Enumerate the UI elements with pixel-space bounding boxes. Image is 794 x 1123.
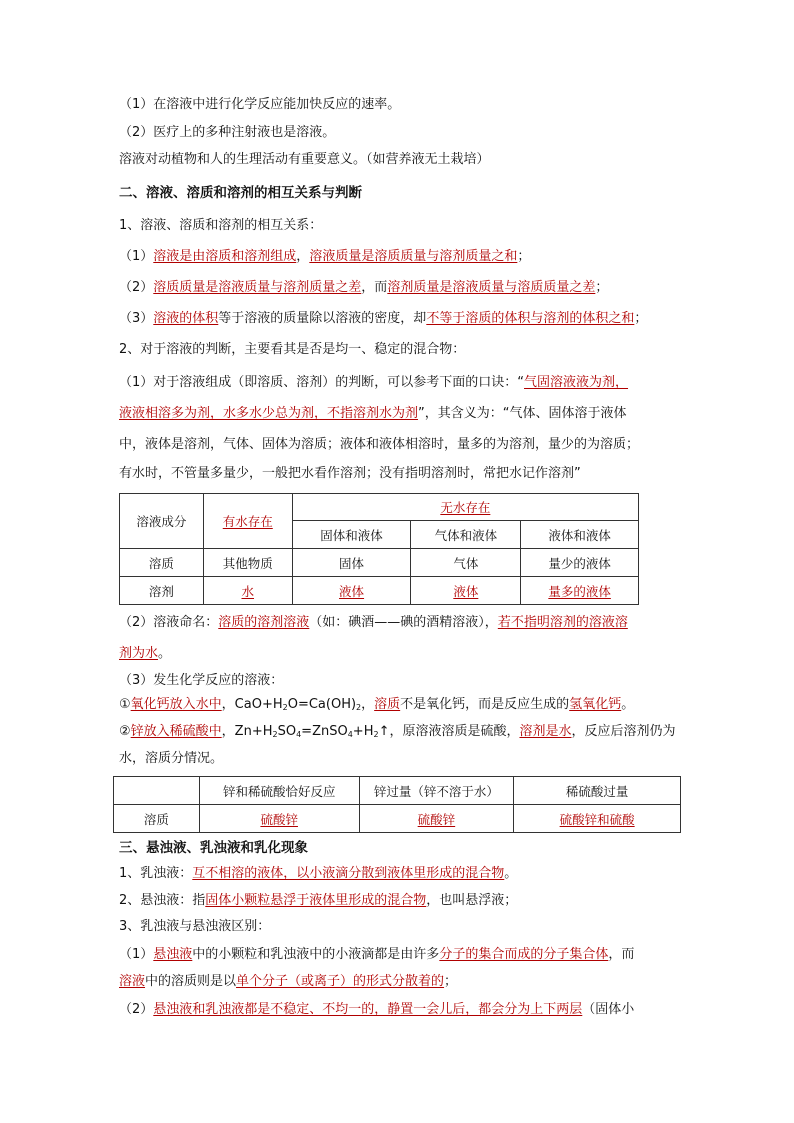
mnemonic-line-3: 中，液体是溶剂，气体、固体为溶质；液体和液体相溶时，量多的为溶剂，量少的为溶质； [119, 437, 640, 452]
reaction-line-2 [119, 723, 676, 744]
text: ② [119, 724, 131, 739]
reaction-heading: （3）发生化学反应的溶液： [119, 673, 284, 688]
cell-text: 硫酸锌 [260, 811, 298, 827]
paragraph-p2: （2）医疗上的多种注射液也是溶液。 [119, 125, 336, 140]
highlight: 溶剂质量是溶液质量与溶质质量之差 [387, 280, 596, 295]
highlight: 单个分子（或离子）的形式分散着的 [236, 974, 445, 989]
highlight: 溶质的溶剂溶液 [218, 615, 310, 630]
text: 不是氧化钙，而是反应生成的 [400, 697, 570, 712]
text: =ZnSO [301, 724, 348, 739]
empty-corner [114, 777, 200, 805]
text: ； [444, 974, 458, 989]
naming-line-1 [119, 614, 628, 632]
text: 等于溶液的质量除以溶液的密度，却 [218, 311, 427, 326]
highlight: 气固溶液液为剂， [524, 375, 629, 390]
highlight: 溶液质量是溶质质量与溶剂质量之和 [309, 249, 518, 264]
text: 中的溶质则是以 [145, 974, 237, 989]
text: 。 [504, 866, 518, 881]
text: （2） [119, 280, 154, 295]
subscript: 2 [282, 703, 288, 712]
text: +H [352, 724, 374, 739]
subheading-1: 1、溶液、溶质和溶剂的相互关系： [119, 218, 323, 233]
difference-line-3 [119, 1001, 634, 1019]
table-cell [521, 577, 639, 605]
emulsion-line [119, 865, 517, 883]
highlight: 氧化钙放入水中 [130, 697, 222, 712]
section-heading-3: 三、悬浊液、乳浊液和乳化现象 [119, 840, 308, 856]
mnemonic-line-2 [119, 405, 627, 423]
text: ”，其含义为：“气体、固体溶于液体 [418, 406, 627, 421]
text: ，CaO+H [221, 697, 283, 712]
text: 。 [158, 646, 172, 661]
cell-text: 硫酸锌和硫酸 [559, 811, 635, 827]
text: （如：碘酒——碘的酒精溶液）， [309, 615, 498, 630]
header-no-water [292, 494, 638, 521]
header-no-water-text: 无水存在 [440, 500, 491, 515]
text: 中的小颗粒和乳浊液中的小液滴都是由许多 [192, 947, 440, 962]
text: ， [296, 249, 310, 264]
table-cell [514, 805, 681, 833]
text: ，反应后溶剂仍为 [571, 724, 676, 739]
text: （2）溶液命名： [119, 615, 219, 630]
highlight: 溶液的体积 [153, 311, 219, 326]
suspension-line [119, 892, 517, 910]
cell-text: 量多的液体 [548, 583, 611, 599]
text: （1） [119, 947, 154, 962]
text: （1） [119, 249, 154, 264]
mnemonic-line-1 [119, 374, 628, 392]
highlight: 不等于溶质的体积与溶剂的体积之和 [426, 311, 635, 326]
table-cell: 其他物质 [203, 549, 292, 577]
subscript: 4 [347, 730, 353, 739]
text: ，Zn+H [221, 724, 273, 739]
zinc-reaction-table [113, 776, 681, 833]
cell-text: 液体 [339, 583, 365, 599]
text: O=Ca(OH) [287, 697, 357, 712]
relation-line-3 [119, 310, 647, 328]
table-cell [203, 577, 292, 605]
subheader: 液体和液体 [521, 521, 639, 549]
row-label-solvent: 溶剂 [120, 577, 204, 605]
highlight: 悬浊液 [153, 947, 193, 962]
table-cell [411, 577, 521, 605]
text: ，而 [361, 280, 388, 295]
difference-heading: 3、乳浊液与悬浊液区别： [119, 919, 271, 934]
text: （1）对于溶液组成（即溶质、溶剂）的判断，可以参考下面的口诀：“ [119, 375, 525, 390]
reaction-line-1 [119, 696, 634, 717]
highlight: 液液相溶多为剂，水多水少总为剂，不指溶剂水为剂 [119, 406, 419, 421]
text: ，而 [608, 947, 635, 962]
table-cell [359, 805, 514, 833]
highlight: 溶液 [119, 974, 146, 989]
header-components: 溶液成分 [120, 494, 204, 549]
relation-line-2 [119, 279, 608, 297]
highlight: 悬浊液和乳浊液都是不稳定、不均一的，静置一会儿后，都会分为上下两层 [153, 1002, 583, 1017]
text: ， [361, 697, 375, 712]
subheading-2: 2、对于溶液的判断，主要看其是否是均一、稳定的混合物： [119, 342, 466, 357]
reaction-line-3: 水，溶质分情况。 [119, 751, 224, 766]
difference-line-1 [119, 946, 634, 964]
relation-line-1 [119, 248, 530, 266]
text: 。 [621, 697, 635, 712]
subscript: 2 [356, 703, 362, 712]
text: 2、悬浊液：指 [119, 893, 206, 908]
mnemonic-line-4: 有水时，不管量多量少，一般把水看作溶剂；没有指明溶剂时，常把水记作溶剂” [119, 466, 581, 481]
row-label-solute: 溶质 [114, 805, 200, 833]
table-cell [199, 805, 359, 833]
highlight: 溶剂是水 [519, 724, 572, 739]
highlight: 分子的集合而成的分子集合体 [439, 947, 609, 962]
text: SO [277, 724, 297, 739]
header-with-water [203, 494, 292, 549]
cell-text: 水 [241, 583, 255, 599]
highlight: 氢氧化钙 [569, 697, 622, 712]
subheader: 气体和液体 [411, 521, 521, 549]
text: ； [634, 311, 648, 326]
difference-line-2 [119, 973, 457, 991]
text: ，也叫悬浮液； [426, 893, 518, 908]
cell-text: 液体 [453, 583, 479, 599]
text: （2） [119, 1002, 154, 1017]
header-with-water-text: 有水存在 [222, 514, 273, 529]
text: ① [119, 697, 131, 712]
table-cell: 固体 [292, 549, 411, 577]
highlight: 锌放入稀硫酸中 [130, 724, 222, 739]
text: ； [517, 249, 531, 264]
paragraph-p1: （1）在溶液中进行化学反应能加快反应的速率。 [119, 97, 401, 112]
row-label-solute: 溶质 [120, 549, 204, 577]
highlight: 溶质 [374, 697, 401, 712]
highlight: 固体小颗粒悬浮于液体里形成的混合物 [205, 893, 427, 908]
table-cell: 气体 [411, 549, 521, 577]
highlight: 溶质质量是溶液质量与溶剂质量之差 [153, 280, 362, 295]
section-heading-2: 二、溶液、溶质和溶剂的相互关系与判断 [119, 185, 362, 201]
text: ； [595, 280, 609, 295]
text: ↑，原溶液溶质是硫酸， [378, 724, 520, 739]
highlight: 溶液是由溶质和溶剂组成 [153, 249, 297, 264]
text: （3） [119, 311, 154, 326]
naming-line-2 [119, 645, 171, 663]
subscript: 4 [296, 730, 302, 739]
text: 1、乳浊液： [119, 866, 193, 881]
table-cell [292, 577, 411, 605]
subheader: 固体和液体 [292, 521, 411, 549]
solution-components-table [119, 493, 639, 605]
text: （固体小 [582, 1002, 635, 1017]
highlight: 互不相溶的液体，以小液滴分散到液体里形成的混合物 [192, 866, 505, 881]
paragraph-p3: 溶液对动植物和人的生理活动有重要意义。（如营养液无土栽培） [119, 152, 490, 167]
subscript: 2 [373, 730, 379, 739]
column-header: 锌过量（锌不溶于水） [359, 777, 514, 805]
table-cell: 量少的液体 [521, 549, 639, 577]
highlight: 剂为水 [119, 646, 159, 661]
subscript: 2 [272, 730, 278, 739]
column-header: 锌和稀硫酸恰好反应 [199, 777, 359, 805]
column-header: 稀硫酸过量 [514, 777, 681, 805]
highlight: 若不指明溶剂的溶液溶 [497, 615, 628, 630]
cell-text: 硫酸锌 [417, 811, 456, 827]
